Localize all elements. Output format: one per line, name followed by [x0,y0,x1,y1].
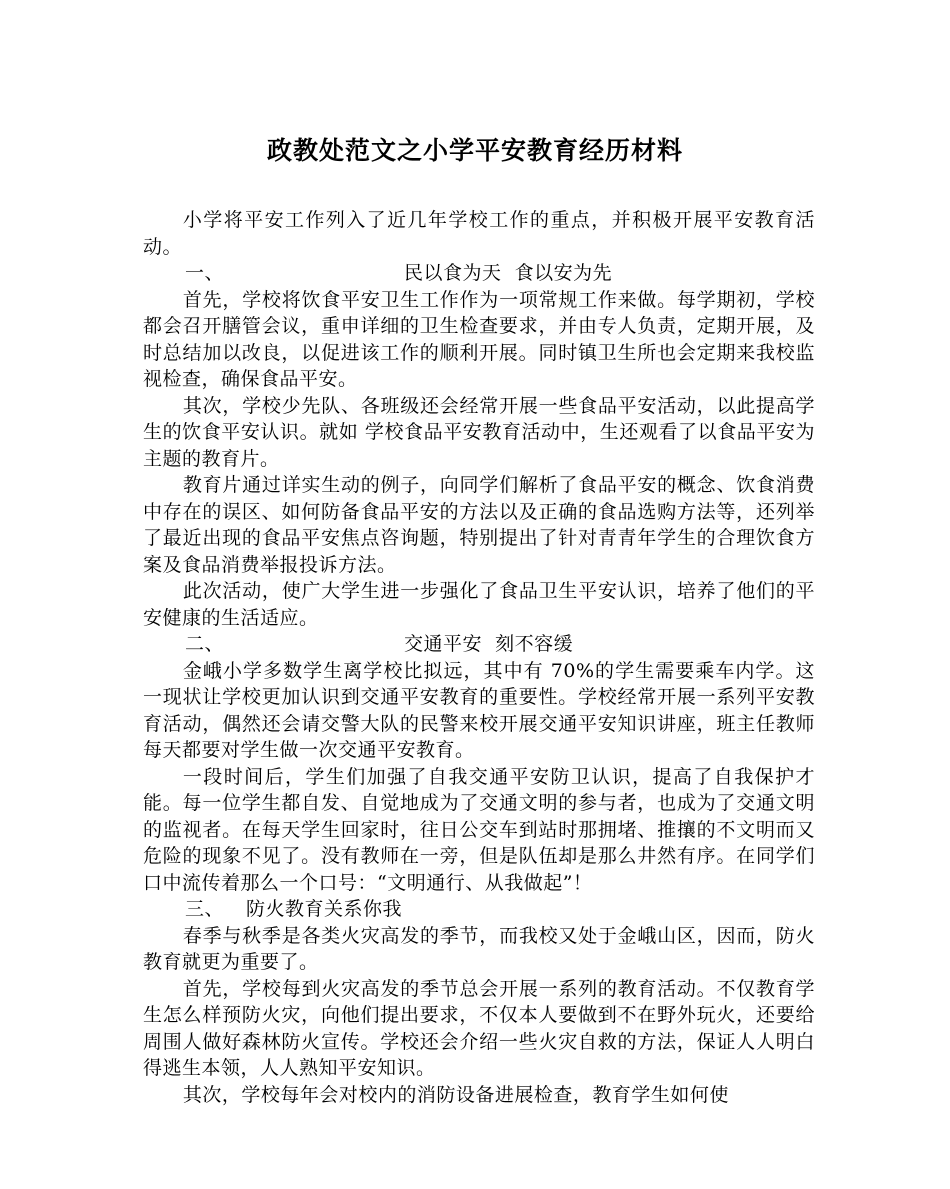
paragraph: 春季与秋季是各类火灾高发的季节，而我校又处于金峨山区，因而，防火教育就更为重要了。 [143,924,815,973]
section-number: 一、 [185,262,225,284]
section-number: 二、 [185,633,225,655]
document-body [143,207,815,1108]
section-number: 三、 [185,898,225,920]
paragraph: 其次，学校每年会对校内的消防设备进展检查，教育学生如何使 [182,1083,729,1106]
paragraph: 金峨小学多数学生离学校比拟远，其中有 70%的学生需要乘车内学。这一现状让学校更加认识到交通平安教育的重要性。学校经常开展一系列平安教育活动，偶然还会请交警大队的民警来校开展交通平安知识讲座，班主任教师每天都要对学生做一次交通平安教育。 [143,659,815,761]
paragraph: 一段时间后，学生们加强了自我交通平安防卫认识，提高了自我保护才能。每一位学生都自发、自觉地成为了交通文明的参与者，也成为了交通文明的监视者。在每天学生回家时，往日公交车到站时那拥堵、推攘的不文明而又危险的现象不见了。没有教师在一旁，但是队伍却是那么井然有序。在同学们口中流传着那么一个口号：“文明通行、从我做起”！ [143,765,815,894]
paragraph-intro: 小学将平安工作列入了近几年学校工作的重点，并积极开展平安教育活动。 [143,209,815,258]
section-heading-3 [143,896,815,923]
paragraph: 教育片通过详实生动的例子，向同学们解析了食品平安的概念、饮食消费中存在的误区、如何防备食品平安的方法以及正确的食品选购方法等，还列举了最近出现的食品平安焦点咨询题，特别提出了针对青青年学生的合理饮食方案及食品消费举报投诉方法。 [143,474,815,576]
section-label: 民以食为天 食以安为先 [404,262,613,284]
paragraph: 首先，学校每到火灾高发的季节总会开展一系列的教育活动。不仅教育学生怎么样预防火灾，向他们提出要求，不仅本人要做到不在野外玩火，还要给周围人做好森林防火宣传。学校还会介绍一些火灾自救的方法，保证人人明白得逃生本领，人人熟知平安知识。 [143,977,815,1079]
paragraph: 首先，学校将饮食平安卫生工作作为一项常规工作来做。每学期初，学校都会召开膳管会议，重申详细的卫生检查要求，并由专人负责，定期开展，及时总结加以改良，以促进该工作的顺利开展。同时镇卫生所也会定期来我校监视检查，确保食品平安。 [143,288,815,390]
section-label: 交通平安 刻不容缓 [404,633,574,655]
document-title: 政教处范文之小学平安教育经历材料 [266,136,683,165]
paragraph: 其次，学校少先队、各班级还会经常开展一些食品平安活动，以此提高学生的饮食平安认识。就如 学校食品平安教育活动中，生还观看了以食品平安为主题的教育片。 [143,394,815,470]
section-heading-1 [143,260,815,287]
section-heading-2 [143,631,815,658]
paragraph: 此次活动，使广大学生进一步强化了食品卫生平安认识，培养了他们的平安健康的生活适应。 [143,580,815,629]
section-label: 防火教育关系你我 [246,898,403,920]
